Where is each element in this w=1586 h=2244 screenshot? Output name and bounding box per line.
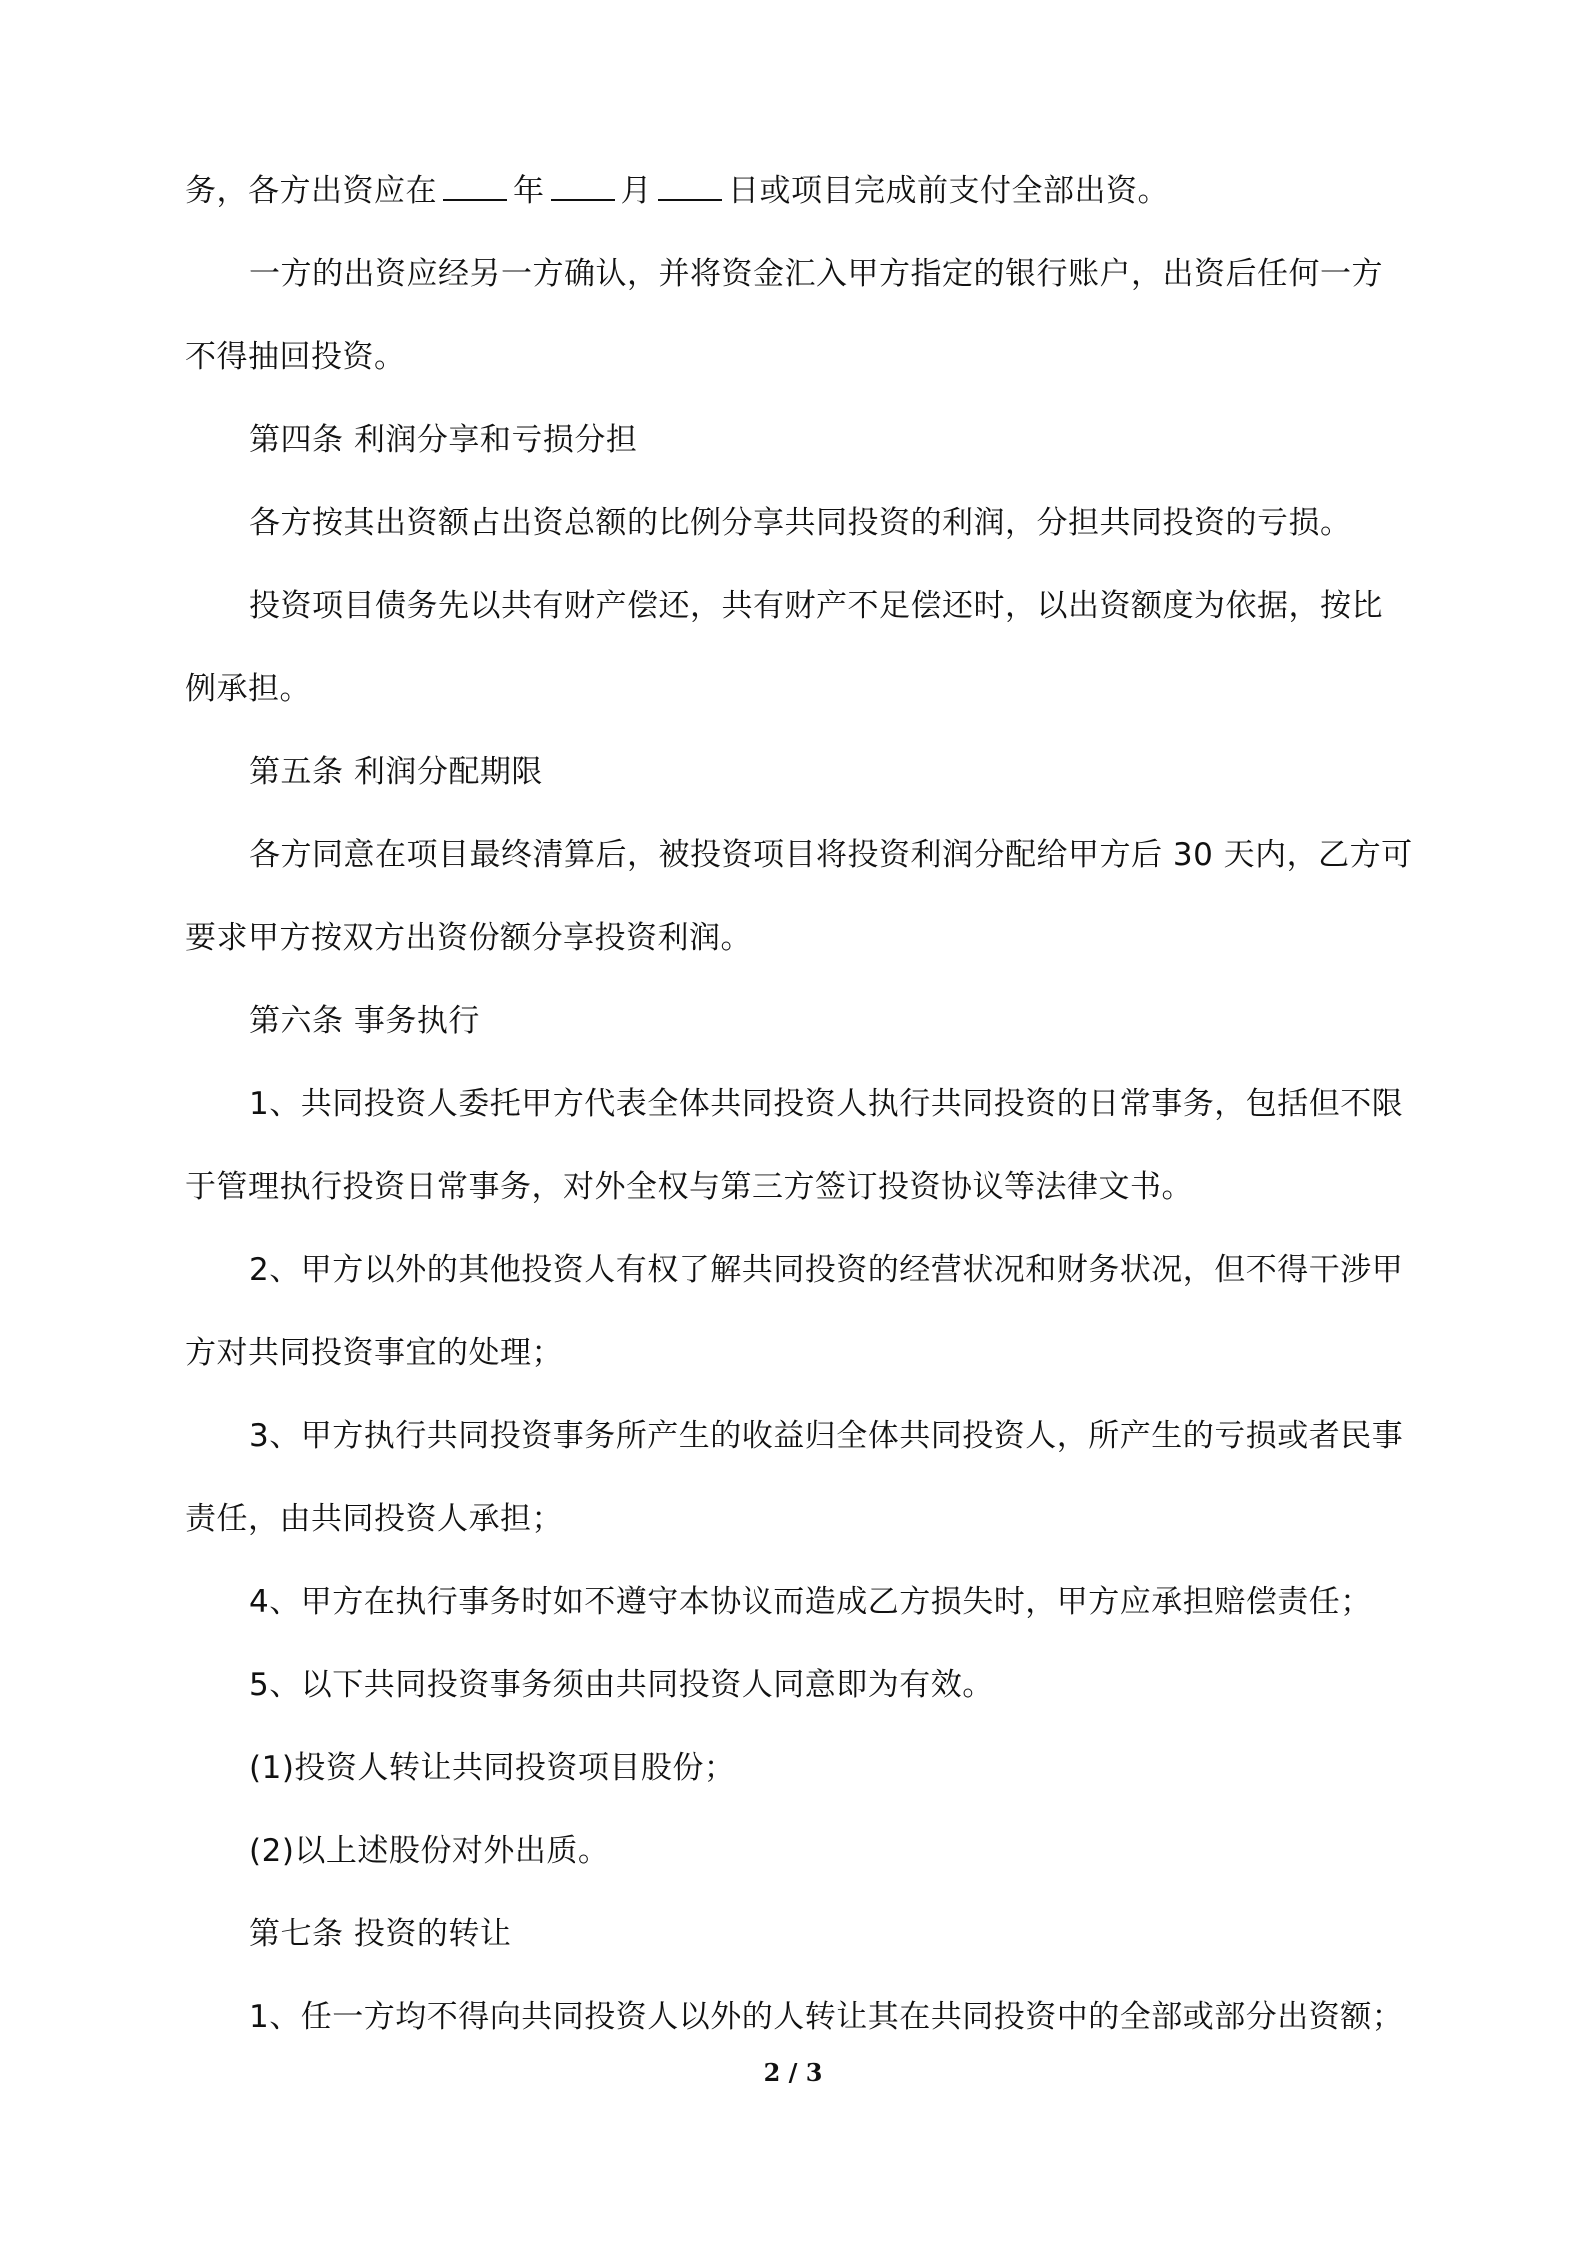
paragraph-line: 1、任一方均不得向共同投资人以外的人转让其在共同投资中的全部或部分出资额； [249,1999,1404,2035]
paragraph-line: 方对共同投资事宜的处理； [185,1335,563,1371]
paragraph-line: 各方同意在项目最终清算后，被投资项目将投资利润分配给甲方后 30 天内，乙方可 [249,837,1413,873]
blank-month-field [551,173,615,201]
article-heading-7: 第七条 投资的转让 [249,1916,512,1952]
paragraph-line: 各方按其出资额占出资总额的比例分享共同投资的利润，分担共同投资的亏损。 [249,505,1352,541]
paragraph-line: 要求甲方按双方出资份额分享投资利润。 [185,920,752,956]
article-heading-6: 第六条 事务执行 [249,1003,480,1039]
paragraph-line: 1、共同投资人委托甲方代表全体共同投资人执行共同投资的日常事务，包括但不限 [249,1086,1404,1122]
paragraph-line: 3、甲方执行共同投资事务所产生的收益归全体共同投资人，所产生的亏损或者民事 [249,1418,1404,1454]
paragraph-line: 于管理执行投资日常事务，对外全权与第三方签订投资协议等法律文书。 [185,1169,1193,1205]
text-fragment: 务，各方出资应在 [185,173,437,209]
list-item: (2)以上述股份对外出质。 [249,1833,610,1869]
paragraph-line [185,150,1415,233]
paragraph-line: 4、甲方在执行事务时如不遵守本协议而造成乙方损失时，甲方应承担赔偿责任； [249,1584,1372,1620]
text-fragment: 年 [513,173,545,209]
list-item: (1)投资人转让共同投资项目股份； [249,1750,736,1786]
paragraph-line: 责任，由共同投资人承担； [185,1501,563,1537]
blank-day-field [658,173,722,201]
page-number: 2 / 3 [763,2058,823,2087]
article-heading-5: 第五条 利润分配期限 [249,754,543,790]
text-fragment: 月 [620,173,652,209]
paragraph-line: 投资项目债务先以共有财产偿还，共有财产不足偿还时，以出资额度为依据，按比 [249,588,1383,624]
text-fragment: 日或项目完成前支付全部出资。 [728,173,1169,209]
paragraph-line: 一方的出资应经另一方确认，并将资金汇入甲方指定的银行账户，出资后任何一方 [249,256,1383,292]
paragraph-line: 2、甲方以外的其他投资人有权了解共同投资的经营状况和财务状况，但不得干涉甲 [249,1252,1404,1288]
article-heading-4: 第四条 利润分享和亏损分担 [249,422,638,458]
document-body [185,150,1415,2059]
blank-year-field [443,173,507,201]
paragraph-line: 5、以下共同投资事务须由共同投资人同意即为有效。 [249,1667,994,1703]
paragraph-line: 例承担。 [185,671,311,707]
paragraph-line: 不得抽回投资。 [185,339,406,375]
